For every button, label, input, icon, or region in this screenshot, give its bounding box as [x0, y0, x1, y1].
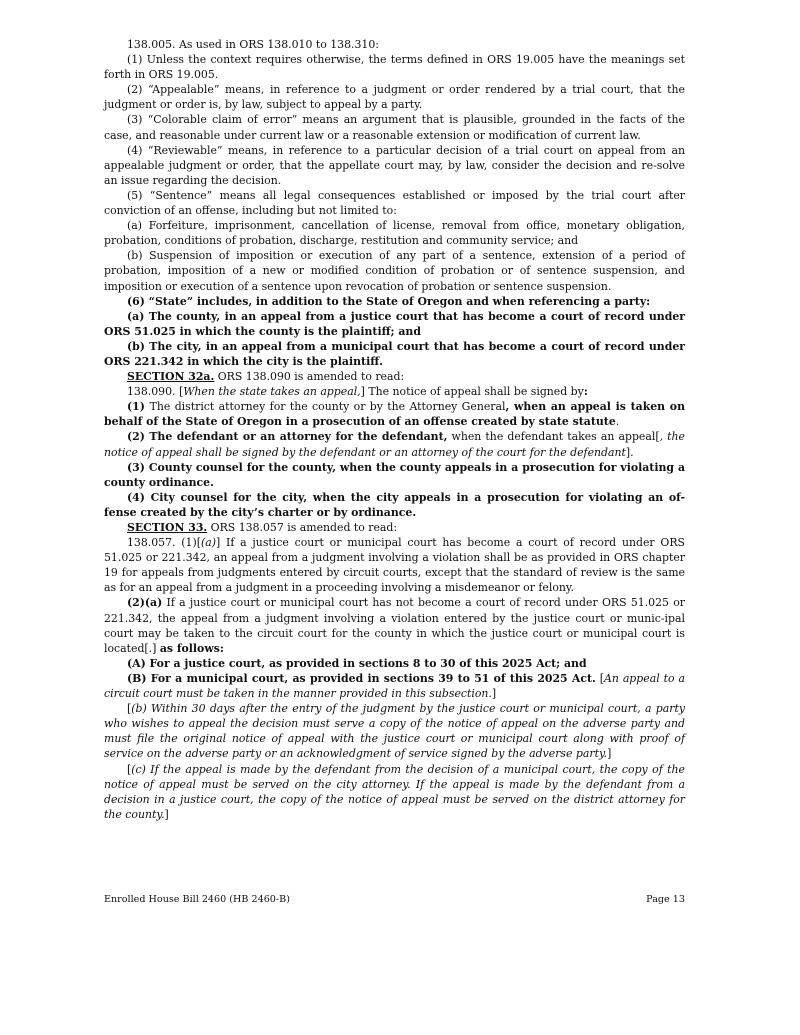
paragraph-138-090-3: (3) County counsel for the county, when the county appeals in a prosecution for violating a county ordinance.: [104, 460, 685, 489]
deleted-text: An appeal to a circuit court must be taken in the manner provided in this subsection.: [104, 671, 685, 701]
section-32a-text: ORS 138.090 is amended to read:: [214, 370, 405, 384]
deleted-text: (c) If the appeal is made by the defendant from the decision of a municipal court, the copy of the notice of appeal must be served on the city attorney. If the appeal is made by the defendant from a decision in a justice court, the copy of the notice of appeal must be served on the district attorney for the county.: [104, 762, 685, 821]
paragraph-def-3: (3) “Colorable claim of error” means an argument that is plausible, grounded in the facts of the case, and reasonable under current law or a reasonable extension or modification of current law.: [104, 113, 685, 142]
section-33-label: SECTION 33.: [127, 521, 208, 534]
added-text: as follows:: [159, 641, 224, 655]
paragraph-138-057-b-deleted: [(b) Within 30 days after the entry of the judgment by the justice court or municipal court, a party who wishes to appeal the decision must serve a copy of the notice of appeal on the adverse party and must file the original notice of appeal with the justice court or municipal court along with proof of service on the adverse party or an acknowledgment of service signed by the adverse party.]: [104, 702, 685, 761]
added-text: (2)(a): [127, 596, 163, 610]
deleted-text: When the state takes an appeal,: [183, 385, 361, 399]
paragraph-138-057-2a-A: (A) For a justice court, as provided in sections 8 to 30 of this 2025 Act; and: [127, 656, 587, 670]
paragraph-138-057-2a-B: (B) For a municipal court, as provided in sections 39 to 51 of this 2025 Act. [An appeal to a circuit court must be taken in the manner provided in this subsection.]: [104, 671, 685, 701]
paragraph-138-057-1: 138.057. (1)[(a)] If a justice court or municipal court has become a court of record under ORS 51.025 or 221.342, an appeal from a judgment involving a violation shall be as provided in ORS chapter 19 for appeals from judgments entered by circuit courts, except that the standard of review is the same as for an appeal from a judgment in a proceeding involving a misdemeanor or felony.: [104, 536, 685, 595]
paragraph-def-5b: (b) Suspension of imposition or execution of any part of a sentence, extension of a period of probation, imposition of a new or modified condition of probation or of sentence suspension, and imposition or execution of a sentence upon revocation of probation or sentence suspension.: [104, 249, 685, 293]
paragraph-138-090-2: (2) The defendant or an attorney for the defendant, when the defendant takes an appeal[, the notice of appeal shall be signed by the defendant or an attorney of the court for the defendant].: [104, 430, 686, 459]
deleted-text: (b) Within 30 days after the entry of the judgment by the justice court or municipal court, a party who wishes to appeal the decision must serve a copy of the notice of appeal on the adverse party and must file the original notice of appeal with the justice court or municipal court along with proof of service on the adverse party or an acknowledgment of service signed by the adverse party.: [104, 702, 685, 761]
paragraph-138-057-c-deleted: [(c) If the appeal is made by the defendant from the decision of a municipal court, the copy of the notice of appeal must be served on the city attorney. If the appeal is made by the defendant from a decision in a justice court, the copy of the notice of appeal must be served on the district attorney for the county.]: [104, 762, 685, 821]
section-33-text: ORS 138.057 is amended to read:: [207, 521, 398, 534]
document-body: [104, 37, 685, 822]
section-33-heading: [104, 520, 685, 535]
paragraph-138-090-1: (1) The district attorney for the county or by the Attorney General, when an appeal is taken on behalf of the State of Oregon in a prosecution of an offense created by state statute.: [104, 400, 685, 429]
paragraph-def-5: (5) “Sentence” means all legal consequences established or imposed by the trial court after conviction of an offense, including but not limited to:: [104, 188, 685, 218]
deleted-text: , the notice of appeal shall be signed by the defendant or an attorney of the court for the defendant: [104, 430, 686, 459]
deleted-text: (a): [200, 536, 216, 550]
paragraph-138-090-4: (4) City counsel for the city, when the city appeals in a prosecution for violating an of-fense created by the city’s charter or by ordinance.: [104, 490, 685, 519]
paragraph-def-4: (4) “Reviewable” means, in reference to a particular decision of a trial court on appeal from an appealable judgment or order, that the appellate court may, by law, consider the decision and re-solve an issue regarding the decision.: [104, 143, 685, 187]
page-footer: [104, 894, 685, 906]
paragraph-138-057-2a: (2)(a) If a justice court or municipal court has not become a court of record under ORS 51.025 or 221.342, the appeal from a judgment involving a violation entered by the justice court or munic-ipal court may be taken to the circuit court for the county in which the justice court or municipal court is located[.] as follows:: [104, 596, 685, 655]
paragraph-def-6b: (b) The city, in an appeal from a municipal court that has become a court of record under ORS 221.342 in which the city is the plaintiff.: [104, 339, 685, 368]
added-text: (B) For a municipal court, as provided in sections 39 to 51 of this 2025 Act.: [127, 671, 596, 685]
paragraph-138-090: 138.090. [When the state takes an appeal,] The notice of appeal shall be signed by:: [127, 385, 588, 399]
section-32a-label: SECTION 32a.: [127, 370, 215, 384]
section-32a-heading: [104, 369, 685, 384]
paragraph-def-6: (6) “State” includes, in addition to the State of Oregon and when referencing a party:: [127, 294, 651, 308]
added-text: , when an appeal is taken on behalf of the State of Oregon in a prosecution of an offense created by state statute: [104, 400, 685, 429]
paragraph-def-5a: (a) Forfeiture, imprisonment, cancellation of license, removal from office, monetary obligation, probation, conditions of probation, discharge, restitution and community service; and: [104, 219, 685, 248]
bill-title: Enrolled House Bill 2460 (HB 2460-B): [104, 894, 290, 905]
paragraph-def-6a: (a) The county, in an appeal from a justice court that has become a court of record under ORS 51.025 in which the county is the plaintiff; and: [104, 309, 685, 338]
paragraph-def-1: (1) Unless the context requires otherwise, the terms defined in ORS 19.005 have the meanings set forth in ORS 19.005.: [104, 53, 685, 82]
paragraph-def-2: (2) “Appealable” means, in reference to a judgment or order rendered by a trial court, that the judgment or order is, by law, subject to appeal by a party.: [104, 83, 685, 112]
paragraph-138-005-intro: 138.005. As used in ORS 138.010 to 138.310:: [127, 38, 379, 51]
added-text: (2) The defendant or an attorney for the defendant,: [127, 430, 448, 444]
page-number: Page 13: [646, 894, 685, 905]
